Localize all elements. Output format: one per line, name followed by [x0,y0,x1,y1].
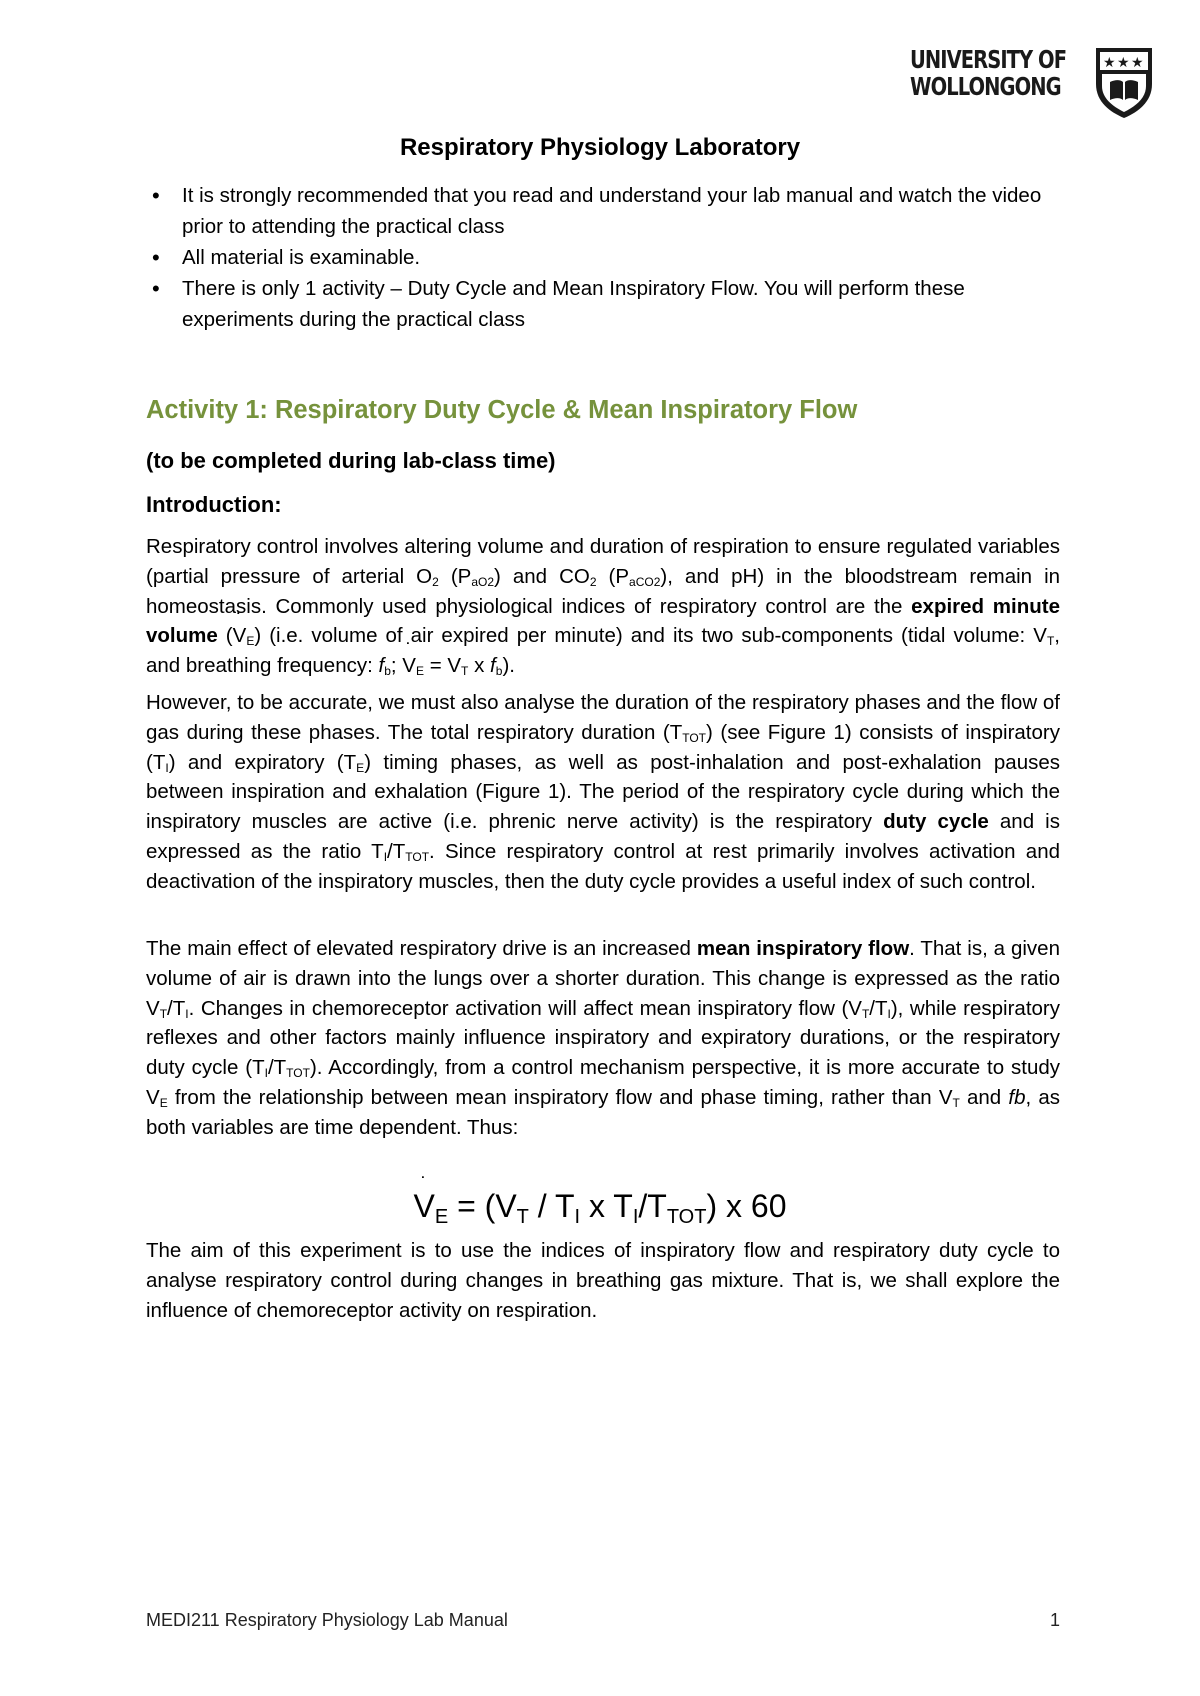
text-run: /T [869,996,888,1020]
subscript: TOT [405,849,430,864]
subscript: E [356,760,365,775]
text-run: ), and pH) in the bloodstream remain in homeostasis. Commonly used physiological indices of respiratory control are the [146,564,1061,618]
text-run: . Since respiratory control at rest primarily involves activation and deactivation of the inspiratory muscles, then the duty cycle provides a useful index of such control. [146,839,1061,893]
university-logo [910,46,1162,120]
text-run: and is expressed as the ratio T [146,810,1060,863]
subscript: I [165,760,169,775]
page-title: Respiratory Physiology Laboratory [399,134,801,161]
text-run: /T [167,996,186,1020]
footer-title: MEDI211 Respiratory Physiology Lab Manual [146,1610,508,1630]
minute-volume-equation [0,1188,1200,1228]
text-run: /T [267,1056,287,1080]
svg-text:★: ★ [1131,55,1144,71]
subscript: 2 [589,574,597,589]
text-run: = V [424,654,462,678]
subscript: b [384,664,391,679]
text-run: ) (see Figure 1) consists of inspiratory (T [146,720,1060,774]
introduction-heading: Introduction: [146,492,282,517]
subscript: T [861,1006,870,1021]
subscript: I [264,1066,268,1081]
list-item: • There is only 1 activity – Duty Cycle and Mean Inspiratory Flow. You will perform these experiments during the practical class [146,273,1046,335]
bold-term: mean inspiratory flow [696,937,910,960]
subscript: aCO2 [629,574,661,589]
logo-wordmark [910,46,1066,100]
subscript: E [434,1206,449,1228]
text-run: x T [580,1188,633,1224]
subscript: T [159,1006,168,1021]
subscript: T [952,1095,960,1110]
text-run: ). Accordingly, from a control mechanism perspective, it is more accurate to study V [146,1056,1060,1109]
text-run: from the relationship between mean inspiratory flow and phase timing, rather than V [167,1085,953,1109]
text-run: (P [596,564,630,588]
text-run: ) timing phases, as well as post-inhalation and post-exhalation pauses between inspiration and exhalation (Figure 1). The period of the respiratory cycle during which the inspiratory muscles are active (i.e. phrenic nerve activity) is the respiratory [146,750,1060,834]
text-run: ; [390,654,403,678]
subscript: I [574,1206,581,1228]
text-run: However, to be accurate, we must also analyse the duration of the respiratory phases and the flow of gas during these phases. The total respiratory duration (T [146,691,1060,744]
text-run: ), while respiratory reflexes and other factors mainly influence inspiratory and expiratory durations, or the respiratory duty cycle (T [146,996,1060,1080]
svg-text:★: ★ [1103,55,1116,71]
subscript: 2 [432,574,439,589]
logo-line-2: WOLLONGONG [910,72,1061,101]
subscript: T [1046,634,1055,649]
text-run: , and breathing frequency: [146,624,1060,678]
activity-note: (to be completed during lab-class time) [146,448,556,473]
bold-term: expired minute volume [146,594,1060,648]
paragraph-1 [146,532,1060,681]
text-run: ) x 60 [706,1188,787,1224]
text-run: ) (i.e. volume of air expired per minute) and its two sub-components (tidal volume: V [254,624,1047,648]
paragraph-4: The aim of this experiment is to use the indices of inspiratory flow and respiratory duty cycle to analyse respiratory control during changes in breathing gas mixture. That is, we shall explore the influence of chemoreceptor activity on respiration. [146,1239,1060,1322]
page-number: 1 [1050,1610,1061,1630]
subscript: TOT [682,730,707,745]
text-run: . That is, a given volume of air is drawn into the lungs over a shorter duration. This change is expressed as the ratio V [146,937,1060,1020]
subscript: I [632,1206,639,1228]
text-run: x [468,654,491,678]
subscript: TOT [666,1206,707,1228]
text-run: Respiratory control involves altering volume and duration of respiration to ensure regulated variables (partial pressure of arterial O [146,535,1060,588]
subscript: I [887,1006,891,1021]
subscript: E [246,634,255,649]
subscript: b [495,664,503,679]
subscript: TOT [286,1066,310,1081]
subscript: T [461,664,469,679]
subscript: I [383,849,388,864]
text-run: and [959,1085,1009,1109]
text-run: = (V [448,1188,517,1224]
text-run: ) and expiratory (T [168,750,357,774]
activity-heading: Activity 1: Respiratory Duty Cycle & Mean Inspiratory Flow [146,396,858,424]
text-run: ). [502,654,515,678]
subscript: aO2 [471,574,495,589]
subscript: T [516,1206,529,1228]
text-run: ) and CO [494,564,590,588]
subscript: I [185,1006,189,1021]
v-dot-symbol: V ˙ [402,651,416,681]
text-run: . Changes in chemoreceptor activation will affect mean inspiratory flow (V [188,996,862,1020]
svg-text:★: ★ [1117,55,1130,71]
text-run: (P [438,564,472,588]
paragraph-2 [146,688,1060,897]
recommendations-list [146,180,1046,335]
logo-line-1: UNIVERSITY OF [910,45,1067,74]
text-run: /T [387,839,406,863]
text-run: / T [528,1188,575,1224]
paragraph-3 [146,934,1060,1143]
crest-icon [1092,44,1156,120]
subscript: E [159,1095,168,1110]
bold-term: duty cycle [883,810,989,834]
v-dot-symbol: V ˙ [233,621,247,651]
italic-symbol: f [490,654,496,678]
list-item: • It is strongly recommended that you read and understand your lab manual and watch the video prior to attending the practical class [146,180,1046,242]
italic-symbol: fb [1008,1085,1026,1109]
text-run: , as both variables are time dependent. Thus: [146,1085,1060,1139]
text-run: ( [217,624,233,648]
list-item: • All material is examinable. [146,242,1046,273]
subscript: E [415,664,424,679]
italic-symbol: f [378,654,385,678]
text-run: /T [638,1188,667,1224]
v-dot-symbol: V ˙ [414,1188,435,1225]
text-run: The main effect of elevated respiratory drive is an increased [146,937,697,960]
